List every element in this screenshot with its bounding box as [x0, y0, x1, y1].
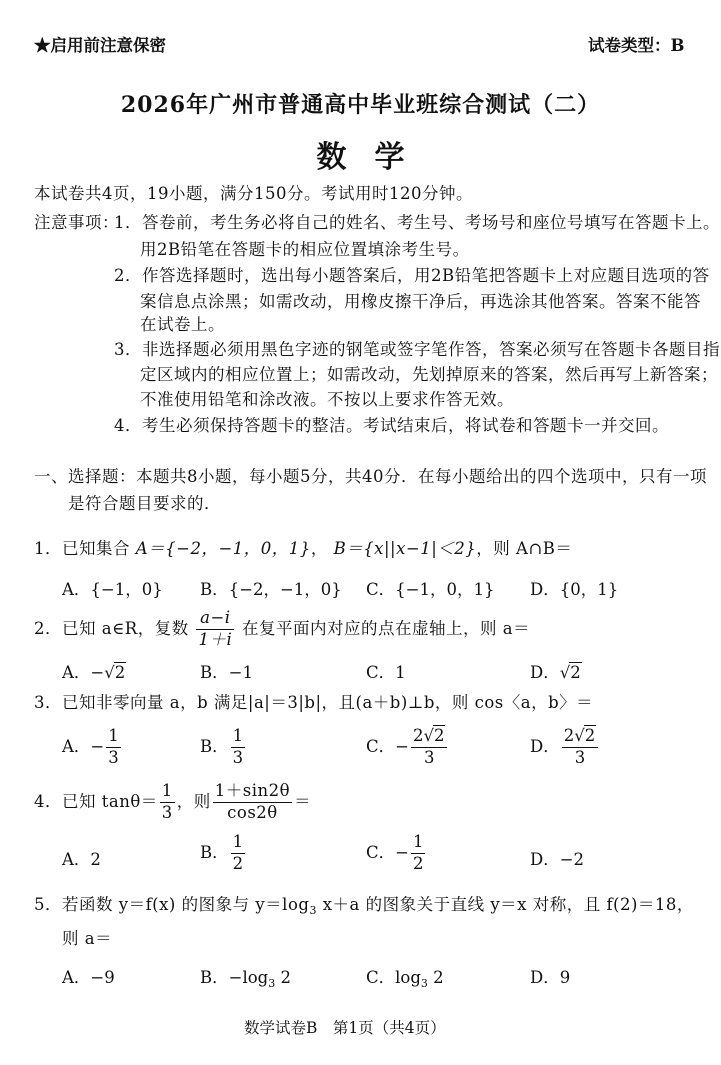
- paper-type: 试卷类型：B: [588, 36, 685, 55]
- question-4-number: 4．: [34, 791, 62, 811]
- page-footer: 数学试卷B 第1页（共4页）: [244, 1019, 446, 1037]
- q3-option-a: A．− $\frac{1}{3}$: [62, 726, 119, 767]
- q2-option-d: D．√2: [530, 663, 581, 682]
- question-4: 4．已知 tanθ＝ $\frac{1}{3}$ ，则 $\frac{1+\sin 2\theta}{\cos 2\theta}$ ＝: [34, 781, 312, 822]
- question-3-number: 3．: [34, 693, 62, 712]
- set-b: B＝{x||x−1|＜2}: [333, 539, 477, 558]
- note-4-line-1: 4．考生必须保持答题卡的整洁。考试结束后，将试卷和答题卡一并交回。: [114, 416, 669, 435]
- q4-option-b: B． $\frac{1}{2}$: [200, 832, 244, 873]
- q1-option-d: D．{0，1}: [530, 580, 619, 599]
- q3-option-c: C．− $\frac{2√2}{3}$: [366, 727, 449, 768]
- q4-option-d: D．−2: [530, 850, 585, 869]
- note-3-line-2: 定区域内的相应位置上；如需改动，先划掉原来的答案，然后再写上新答案；: [140, 365, 718, 384]
- note-1-line-1: 1．答卷前，考生务必将自己的姓名、考生号、考场号和座位号填写在答题卡上。: [114, 213, 720, 232]
- q2-option-c: C．1: [366, 663, 406, 682]
- q1-option-c: C．{−1，0，1}: [366, 580, 495, 599]
- question-1: 1．已知集合 A＝{−2，−1，0，1}， B＝{x||x−1|＜2}，则 A∩B＝: [34, 539, 573, 558]
- question-3: 3．已知非零向量 a，b 满足|a|＝3|b|，且(a＋b)⊥b，则 cos〈a，b〉＝: [34, 693, 594, 712]
- q5-option-b: B．$-\log_3$ 2: [200, 968, 291, 990]
- watermark-fade: [470, 1008, 721, 1048]
- note-1-line-2: 用2B铅笔在答题卡的相应位置填涂考生号。: [140, 240, 470, 259]
- q2-option-b: B．−1: [200, 663, 253, 682]
- q2-option-a: A．−√2: [62, 663, 126, 682]
- q5-option-a: A．−9: [62, 968, 115, 987]
- section-1-heading: 一、选择题：本题共8小题，每小题5分，共40分．在每小题给出的四个选项中，只有一项: [34, 467, 707, 486]
- note-2-line-2: 案信息点涂黑；如需改动，用橡皮擦干净后，再选涂其他答案。答案不能答: [140, 292, 701, 311]
- confidential-mark: ★启用前注意保密: [34, 36, 166, 55]
- question-2: 2．已知 a∈R，复数 $\frac{a-i}{1+i}$ 在复平面内对应的点在虚轴上，则 a＝: [34, 608, 531, 649]
- question-5-number: 5．: [34, 895, 62, 914]
- q3-option-b: B． $\frac{1}{3}$: [200, 726, 244, 767]
- question-5: 5．若函数 y＝f(x) 的图象与 $y=\log_3$ x＋a 的图象关于直线 y＝x 对称，且 f(2)＝18，: [34, 895, 694, 917]
- complex-fraction: $\frac{a-i}{1+i}$: [198, 608, 233, 649]
- note-2-line-3: 在试卷上。: [140, 315, 225, 334]
- note-3-line-3: 不准使用铅笔和涂改液。不按以上要求作答无效。: [140, 390, 514, 409]
- q4-option-c: C．− $\frac{1}{2}$: [366, 832, 424, 873]
- q4-option-a: A．2: [62, 850, 101, 869]
- note-3-line-1: 3．非选择题必须用黑色字迹的钢笔或签字笔作答，答案必须写在答题卡各题目指: [114, 340, 720, 359]
- intro-text: 本试卷共4页，19小题，满分150分。考试用时120分钟。: [34, 184, 473, 203]
- subject-title: 数学: [316, 140, 433, 175]
- q1-option-a: A．{−1，0}: [62, 580, 163, 599]
- q1-option-b: B．{−2，−1，0}: [200, 580, 342, 599]
- set-a: A＝{−2，−1，0，1}: [135, 539, 311, 558]
- q3-option-d: D． $\frac{2√2}{3}$: [530, 727, 600, 768]
- section-1-heading-cont: 是符合题目要求的．: [68, 494, 221, 513]
- note-2-line-1: 2．作答选择题时，选出每小题答案后，用2B铅笔把答题卡上对应题目选项的答: [114, 266, 710, 285]
- notes-label: 注意事项：: [34, 213, 119, 232]
- q5-option-c: C．$\log_3 2$: [366, 968, 444, 990]
- question-2-number: 2．: [34, 618, 62, 638]
- exam-title: 2026年广州市普通高中毕业班综合测试（二）: [120, 92, 601, 118]
- question-1-number: 1．: [34, 539, 62, 558]
- question-5-cont: 则 a＝: [62, 929, 113, 948]
- q5-option-d: D．9: [530, 968, 571, 987]
